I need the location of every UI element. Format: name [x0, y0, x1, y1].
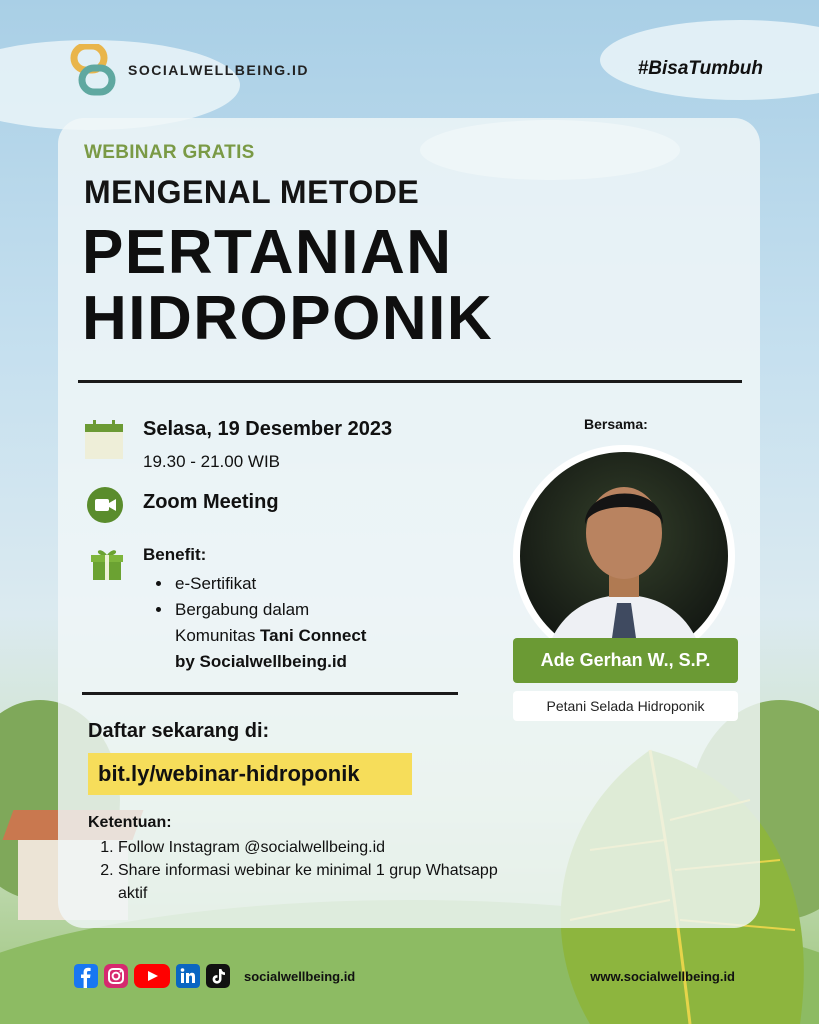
title-main — [82, 220, 493, 352]
website-url[interactable]: www.socialwellbeing.id — [590, 969, 735, 984]
event-time: 19.30 - 21.00 WIB — [143, 452, 281, 471]
title-line-1: MENGENAL METODE — [84, 174, 420, 210]
speaker-portrait — [513, 445, 735, 667]
linkedin-icon[interactable] — [176, 964, 200, 988]
speaker-photo — [513, 445, 735, 667]
rule-item: 2. Share informasi webinar ke minimal 1 grup Whatsapp aktif — [118, 859, 508, 905]
hashtag: #BisaTumbuh — [637, 58, 763, 79]
tiktok-icon[interactable] — [206, 964, 230, 988]
benefit-label: Benefit: — [143, 545, 207, 564]
speaker-role: Petani Selada Hidroponik — [513, 691, 738, 721]
kicker: WEBINAR GRATIS — [84, 142, 255, 163]
title-line-3: HIDROPONIK — [82, 284, 494, 353]
rules-label: Ketentuan: — [88, 814, 172, 831]
calendar-icon — [84, 418, 124, 460]
social-handle: socialwellbeing.id — [244, 969, 356, 984]
divider-top — [78, 380, 742, 383]
benefit-list — [155, 571, 366, 675]
register-label: Daftar sekarang di: — [88, 720, 270, 742]
benefit-highlight: by Socialwellbeing.id — [175, 652, 347, 671]
facebook-icon[interactable] — [74, 964, 98, 988]
benefit-item: • e-Sertifikat — [173, 571, 366, 597]
rules-list — [104, 836, 508, 905]
benefit-item — [173, 597, 366, 675]
brand-logo-icon — [68, 44, 118, 96]
register-link[interactable]: bit.ly/webinar-hidroponik — [88, 753, 412, 795]
youtube-icon[interactable] — [134, 964, 170, 988]
benefit-text: Bergabung dalam — [175, 600, 310, 619]
rule-item: 1. Follow Instagram @socialwellbeing.id — [118, 836, 508, 859]
event-date: Selasa, 19 Desember 2023 — [143, 418, 393, 440]
benefit-text: Komunitas — [175, 626, 261, 645]
speaker-with-label: Bersama: — [584, 416, 648, 432]
cloud — [0, 40, 240, 130]
divider-mid — [82, 692, 458, 695]
brand-name: SOCIALWELLBEING.ID — [128, 62, 309, 78]
instagram-icon[interactable] — [104, 964, 128, 988]
gift-icon — [90, 546, 124, 582]
speaker-name: Ade Gerhan W., S.P. — [513, 638, 738, 683]
title-line-2: PERTANIAN — [82, 218, 453, 287]
benefit-highlight: Tani Connect — [260, 626, 367, 645]
video-camera-icon — [86, 486, 124, 524]
event-platform: Zoom Meeting — [143, 491, 279, 513]
